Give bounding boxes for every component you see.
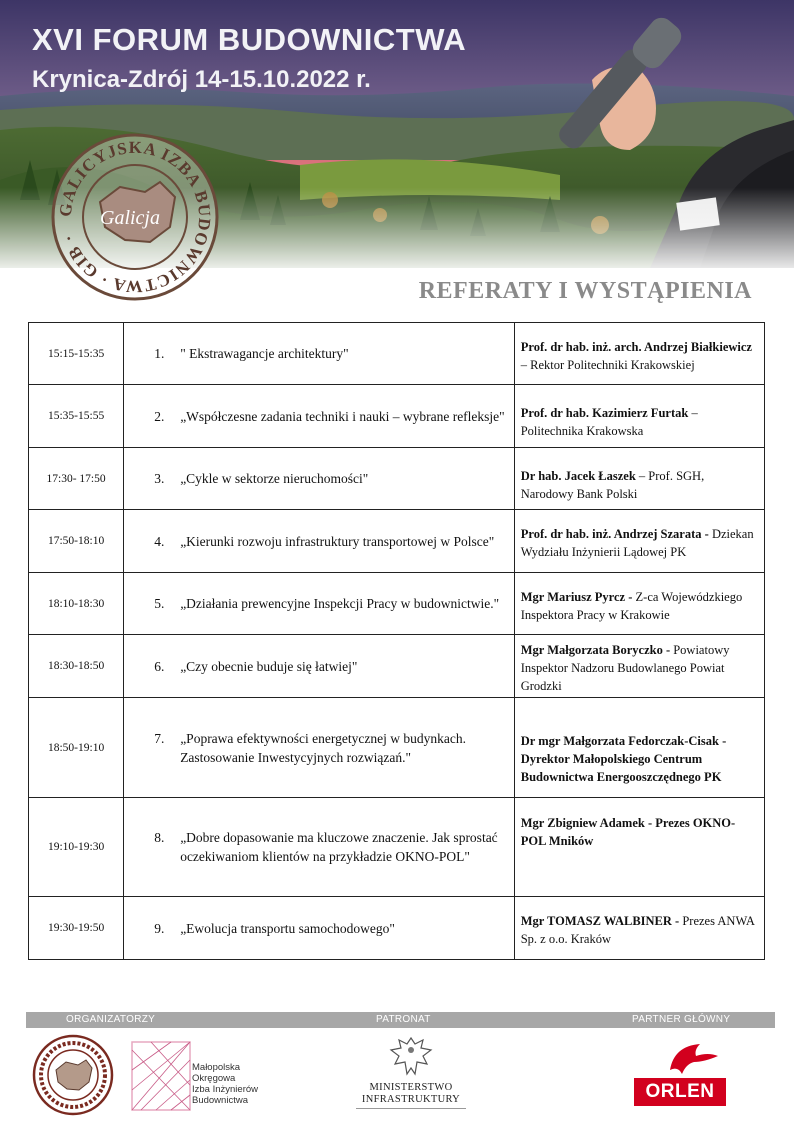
speaker-cell bbox=[514, 573, 764, 635]
seal-center-text: Galicja bbox=[100, 207, 160, 229]
moiib-name: Małopolska Okręgowa Izba Inżynierów Budownictwa bbox=[192, 1062, 259, 1106]
talk-title: " Ekstrawagancje architektury" bbox=[180, 346, 349, 361]
speaker-name: Prof. dr hab. inż. arch. Andrzej Białkiewicz bbox=[520, 339, 752, 354]
talk-number: 5. bbox=[154, 596, 165, 611]
talk-cell bbox=[124, 573, 515, 635]
table-row bbox=[29, 448, 765, 510]
speaker-cell bbox=[514, 635, 764, 698]
talk-number: 9. bbox=[154, 920, 165, 936]
speaker-name: Prof. dr hab. inż. Andrzej Szarata - bbox=[520, 527, 709, 541]
speaker-name: Prof. dr hab. Kazimierz Furtak bbox=[520, 406, 689, 420]
talk-cell bbox=[124, 323, 515, 385]
ministry-logo bbox=[348, 1082, 474, 1109]
time-cell: 18:50-19:10 bbox=[29, 698, 124, 798]
speaker-cell bbox=[514, 798, 764, 897]
speaker-affiliation: Prezes ANWA Sp. z o.o. Kraków bbox=[520, 914, 755, 946]
talk-number: 3. bbox=[154, 471, 165, 486]
talk-cell bbox=[124, 798, 515, 897]
speaker-cell bbox=[514, 897, 764, 960]
table-row bbox=[29, 323, 765, 385]
footer-label-bar bbox=[26, 1012, 775, 1028]
ministry-name-line1: MINISTERSTWO bbox=[369, 1082, 453, 1093]
speaker-name: Mgr TOMASZ WALBINER - bbox=[520, 914, 680, 928]
talk-title: „Cykle w sektorze nieruchomości" bbox=[180, 471, 369, 486]
time-cell: 18:10-18:30 bbox=[29, 573, 124, 635]
talk-number: 8. bbox=[154, 830, 165, 845]
talk-title: „Ewolucja transportu samochodowego" bbox=[180, 920, 395, 936]
speaker-affiliation: – Rektor Politechniki Krakowskiej bbox=[520, 357, 695, 372]
talk-cell bbox=[124, 897, 515, 960]
talk-number: 6. bbox=[154, 658, 165, 674]
speaker-affiliation: Z-ca Wojewódzkiego Inspektora Pracy w Krakowie bbox=[520, 589, 743, 622]
speaker-name: Mgr Małgorzata Boryczko - bbox=[520, 643, 671, 657]
speaker-affiliation: – Prof. SGH, Narodowy Bank Polski bbox=[520, 468, 705, 501]
speaker-cell bbox=[514, 510, 764, 573]
talk-cell bbox=[124, 385, 515, 448]
speaker-name: Dr mgr Małgorzata Fedorczak-Cisak - Dyrektor Małopolskiego Centrum Budownictwa Energooszczędnego PK bbox=[520, 733, 727, 784]
section-title: REFERATY I WYSTĄPIENIA bbox=[418, 278, 752, 304]
talk-title: „Dobre dopasowanie ma kluczowe znaczenie. Jak sprostać oczekiwaniom klientów na przykładzie OKNO-POL" bbox=[180, 830, 498, 864]
talk-title: „Czy obecnie buduje się łatwiej" bbox=[180, 658, 358, 674]
event-title: XVI FORUM BUDOWNICTWA bbox=[32, 22, 467, 57]
speaker-affiliation: Dziekan Wydziału Inżynierii Lądowej PK bbox=[520, 527, 754, 559]
speaker-cell bbox=[514, 323, 764, 385]
table-row bbox=[29, 510, 765, 573]
orlen-eagle-icon bbox=[664, 1040, 720, 1078]
talk-title: „Współczesne zadania techniki i nauki – wybrane refleksje" bbox=[180, 408, 505, 424]
time-cell: 19:10-19:30 bbox=[29, 798, 124, 897]
organizers-label: ORGANIZATORZY bbox=[66, 1014, 156, 1025]
speaker-name: Mgr Mariusz Pyrcz - bbox=[520, 589, 633, 604]
table-row bbox=[29, 635, 765, 698]
talk-number: 4. bbox=[154, 533, 165, 549]
table-row bbox=[29, 385, 765, 448]
speaker-cell bbox=[514, 698, 764, 798]
talk-number: 2. bbox=[154, 408, 165, 424]
partner-label: PARTNER GŁÓWNY bbox=[632, 1014, 731, 1025]
speaker-affiliation: Powiatowy Inspektor Nadzoru Budowlanego Powiat Grodzki bbox=[520, 643, 730, 693]
table-row bbox=[29, 798, 765, 897]
time-cell: 17:50-18:10 bbox=[29, 510, 124, 573]
time-cell: 19:30-19:50 bbox=[29, 897, 124, 960]
talk-title: „Działania prewencyjne Inspekcji Pracy w budownictwie." bbox=[180, 596, 500, 611]
time-cell: 17:30- 17:50 bbox=[29, 448, 124, 510]
table-row bbox=[29, 698, 765, 798]
gib-seal-small-logo bbox=[32, 1034, 114, 1116]
event-subtitle: Krynica-Zdrój 14-15.10.2022 r. bbox=[32, 66, 371, 93]
talk-cell bbox=[124, 635, 515, 698]
time-cell: 18:30-18:50 bbox=[29, 635, 124, 698]
talk-cell bbox=[124, 510, 515, 573]
time-cell: 15:35-15:55 bbox=[29, 385, 124, 448]
speaker-name: Mgr Zbigniew Adamek - Prezes OKNO-POL Mników bbox=[520, 816, 736, 848]
talk-cell bbox=[124, 448, 515, 510]
talk-title: „Poprawa efektywności energetycznej w budynkach. Zastosowanie Inwestycyjnych rozwiązań." bbox=[180, 730, 466, 765]
polish-eagle-emblem bbox=[389, 1034, 433, 1080]
seal-ring-text: GALICYJSKA IZBA BUDOWNICTWA · GIB · bbox=[55, 137, 215, 297]
table-row bbox=[29, 897, 765, 960]
ministry-name-line2: INFRASTRUKTURY bbox=[361, 1094, 461, 1105]
talk-number: 7. bbox=[154, 730, 165, 746]
table-row bbox=[29, 573, 765, 635]
talk-title: „Kierunki rozwoju infrastruktury transportowej w Polsce" bbox=[180, 533, 495, 549]
speaker-cell bbox=[514, 448, 764, 510]
time-cell: 15:15-15:35 bbox=[29, 323, 124, 385]
talk-number: 1. bbox=[154, 346, 165, 361]
gib-seal-logo bbox=[50, 132, 220, 302]
speaker-cell bbox=[514, 385, 764, 448]
patronage-label: PATRONAT bbox=[376, 1014, 431, 1025]
program-table bbox=[28, 322, 765, 960]
talk-cell bbox=[124, 698, 515, 798]
speaker-affiliation: – Politechnika Krakowska bbox=[520, 406, 698, 438]
speaker-name: Dr hab. Jacek Łaszek bbox=[520, 468, 636, 483]
orlen-logo: ORLEN bbox=[634, 1078, 726, 1106]
